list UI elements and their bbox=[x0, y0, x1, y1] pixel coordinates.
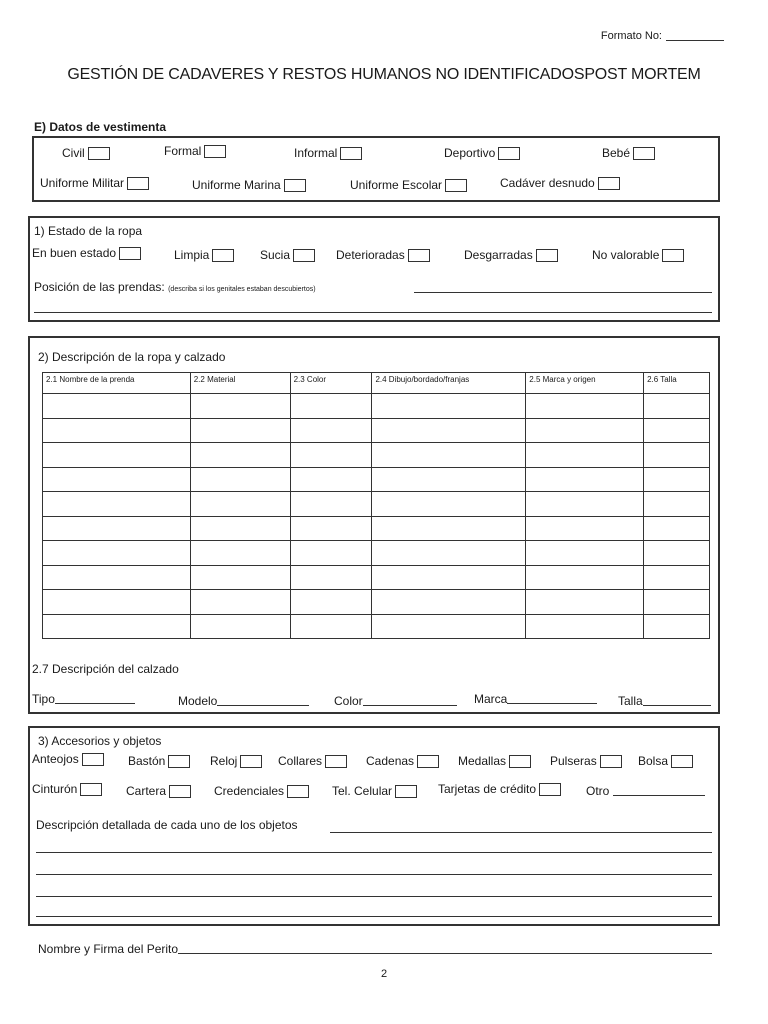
table-cell[interactable] bbox=[43, 467, 191, 492]
table-cell[interactable] bbox=[190, 516, 290, 541]
option-formal bbox=[164, 144, 226, 158]
column-header: 2.6 Talla bbox=[644, 373, 710, 394]
option-tarjetas-credito bbox=[438, 782, 561, 796]
option-label: Tel. Celular bbox=[332, 784, 393, 798]
table-body bbox=[43, 394, 710, 639]
checkbox[interactable] bbox=[598, 177, 620, 190]
table-cell[interactable] bbox=[290, 443, 372, 468]
table-cell[interactable] bbox=[526, 394, 644, 419]
option-collares bbox=[278, 754, 347, 768]
option-no-valorable bbox=[592, 248, 684, 262]
table-cell[interactable] bbox=[43, 418, 191, 443]
option-label: Uniforme Marina bbox=[192, 178, 281, 192]
calzado-label: 2.7 Descripción del calzado bbox=[32, 662, 179, 676]
table-cell[interactable] bbox=[644, 443, 710, 468]
table-cell[interactable] bbox=[190, 418, 290, 443]
checkbox[interactable] bbox=[325, 755, 347, 768]
option-label: Tarjetas de crédito bbox=[438, 782, 537, 796]
option-label: Cadenas bbox=[366, 754, 415, 768]
table-cell[interactable] bbox=[190, 492, 290, 517]
option-buen-estado bbox=[32, 246, 141, 260]
calzado-field-input[interactable] bbox=[217, 705, 309, 706]
calzado-modelo bbox=[178, 694, 309, 708]
checkbox[interactable] bbox=[82, 753, 104, 766]
section-estado-box bbox=[28, 216, 720, 322]
table-cell[interactable] bbox=[644, 590, 710, 615]
option-credenciales bbox=[214, 784, 309, 798]
table-row bbox=[43, 443, 710, 468]
option-deportivo bbox=[444, 146, 520, 160]
table-cell[interactable] bbox=[644, 516, 710, 541]
option-cartera bbox=[126, 784, 191, 798]
page-number: 2 bbox=[380, 968, 388, 980]
column-header: 2.3 Color bbox=[290, 373, 372, 394]
table-cell[interactable] bbox=[372, 418, 526, 443]
table-cell[interactable] bbox=[43, 443, 191, 468]
option-label: Bolsa bbox=[638, 754, 669, 768]
formato-number bbox=[601, 30, 724, 42]
checkbox[interactable] bbox=[417, 755, 439, 768]
section-accesorios-label: 3) Accesorios y objetos bbox=[38, 734, 162, 748]
table-cell[interactable] bbox=[372, 541, 526, 566]
detalle-line-2[interactable] bbox=[36, 852, 712, 853]
checkbox[interactable] bbox=[395, 785, 417, 798]
detalle-line-5[interactable] bbox=[36, 916, 712, 917]
posicion-hint: (describa si los genitales estaban descubiertos) bbox=[168, 286, 316, 293]
option-label: Limpia bbox=[174, 248, 210, 262]
table-cell[interactable] bbox=[372, 590, 526, 615]
option-limpia bbox=[174, 248, 234, 262]
calzado-field-label: Marca bbox=[474, 692, 508, 706]
table-cell[interactable] bbox=[290, 492, 372, 517]
option-label: Civil bbox=[62, 146, 85, 160]
table-cell[interactable] bbox=[290, 541, 372, 566]
table-cell[interactable] bbox=[290, 467, 372, 492]
column-header: 2.1 Nombre de la prenda bbox=[43, 373, 191, 394]
table-row bbox=[43, 418, 710, 443]
checkbox[interactable] bbox=[671, 755, 693, 768]
option-label: Pulseras bbox=[550, 754, 597, 768]
otro-input[interactable] bbox=[613, 795, 705, 796]
firma-input[interactable] bbox=[178, 953, 712, 954]
table-cell[interactable] bbox=[43, 394, 191, 419]
option-label: Uniforme Militar bbox=[40, 176, 125, 190]
table-cell[interactable] bbox=[372, 443, 526, 468]
table-cell[interactable] bbox=[190, 394, 290, 419]
checkbox[interactable] bbox=[168, 755, 190, 768]
table-cell[interactable] bbox=[526, 541, 644, 566]
section-descripcion-label: 2) Descripción de la ropa y calzado bbox=[38, 350, 226, 364]
option-desgarradas bbox=[464, 248, 558, 262]
table-cell[interactable] bbox=[526, 492, 644, 517]
option-label: Cinturón bbox=[32, 782, 78, 796]
section-accesorios-box bbox=[28, 726, 720, 926]
posicion-field-line-1[interactable] bbox=[414, 292, 712, 293]
checkbox[interactable] bbox=[127, 177, 149, 190]
table-row bbox=[43, 614, 710, 639]
otro-field bbox=[586, 784, 705, 798]
table-cell[interactable] bbox=[190, 541, 290, 566]
table-cell[interactable] bbox=[43, 565, 191, 590]
table-row bbox=[43, 467, 710, 492]
option-label: Medallas bbox=[458, 754, 507, 768]
firma-label: Nombre y Firma del Perito bbox=[38, 942, 179, 956]
option-label: Informal bbox=[294, 146, 338, 160]
calzado-field-input[interactable] bbox=[507, 703, 597, 704]
table-cell[interactable] bbox=[372, 614, 526, 639]
checkbox[interactable] bbox=[80, 783, 102, 796]
option-label: Anteojos bbox=[32, 752, 79, 766]
checkbox[interactable] bbox=[88, 147, 110, 160]
section-e-label: E) Datos de vestimenta bbox=[34, 120, 167, 134]
option-label: Cadáver desnudo bbox=[500, 176, 595, 190]
calzado-field-label: Modelo bbox=[178, 694, 218, 708]
detalle-line-1[interactable] bbox=[330, 832, 712, 833]
table-cell[interactable] bbox=[290, 394, 372, 419]
table-cell[interactable] bbox=[644, 467, 710, 492]
table-cell[interactable] bbox=[290, 516, 372, 541]
table-cell[interactable] bbox=[644, 614, 710, 639]
table-cell[interactable] bbox=[372, 565, 526, 590]
checkbox[interactable] bbox=[633, 147, 655, 160]
option-uniforme-militar bbox=[40, 176, 149, 190]
option-label: Bebé bbox=[602, 146, 631, 160]
posicion-label: Posición de las prendas: bbox=[34, 280, 165, 294]
option-label: Formal bbox=[164, 144, 202, 158]
table-cell[interactable] bbox=[526, 565, 644, 590]
table-cell[interactable] bbox=[43, 541, 191, 566]
table-cell[interactable] bbox=[372, 492, 526, 517]
column-header: 2.2 Material bbox=[190, 373, 290, 394]
formato-label: Formato No: bbox=[600, 30, 662, 42]
option-medallas bbox=[458, 754, 531, 768]
option-label: En buen estado bbox=[32, 246, 117, 260]
table-cell[interactable] bbox=[190, 590, 290, 615]
option-label: Deportivo bbox=[444, 146, 496, 160]
table-cell[interactable] bbox=[526, 614, 644, 639]
table-cell[interactable] bbox=[372, 516, 526, 541]
table-cell[interactable] bbox=[190, 443, 290, 468]
option-label: Reloj bbox=[210, 754, 238, 768]
option-label: Collares bbox=[278, 754, 323, 768]
table-cell[interactable] bbox=[190, 614, 290, 639]
option-label: Sucia bbox=[260, 248, 291, 262]
option-reloj bbox=[210, 754, 262, 768]
option-label: No valorable bbox=[592, 248, 660, 262]
table-cell[interactable] bbox=[526, 590, 644, 615]
table-cell[interactable] bbox=[43, 614, 191, 639]
table-row bbox=[43, 492, 710, 517]
calzado-marca bbox=[474, 692, 597, 706]
table-row bbox=[43, 541, 710, 566]
option-civil bbox=[62, 146, 110, 160]
table-cell[interactable] bbox=[372, 394, 526, 419]
checkbox[interactable] bbox=[600, 755, 622, 768]
table-row bbox=[43, 516, 710, 541]
calzado-field-label: Tipo bbox=[32, 692, 55, 706]
detalle-line-3[interactable] bbox=[36, 874, 712, 875]
firma-perito bbox=[38, 942, 712, 956]
table-cell[interactable] bbox=[372, 467, 526, 492]
calzado-field-label: Talla bbox=[618, 694, 643, 708]
option-label: Desgarradas bbox=[464, 248, 533, 262]
table-cell[interactable] bbox=[290, 418, 372, 443]
checkbox[interactable] bbox=[240, 755, 262, 768]
table-cell[interactable] bbox=[290, 614, 372, 639]
option-bolsa bbox=[638, 754, 693, 768]
checkbox[interactable] bbox=[284, 179, 306, 192]
table-row bbox=[43, 565, 710, 590]
checkbox[interactable] bbox=[169, 785, 191, 798]
option-baston bbox=[128, 754, 190, 768]
table-cell[interactable] bbox=[526, 516, 644, 541]
checkbox[interactable] bbox=[536, 249, 558, 262]
posicion-prendas bbox=[34, 280, 316, 294]
table-cell[interactable] bbox=[644, 394, 710, 419]
calzado-field-label: Color bbox=[334, 694, 363, 708]
checkbox[interactable] bbox=[119, 247, 141, 260]
option-sucia bbox=[260, 248, 315, 262]
option-cadenas bbox=[366, 754, 439, 768]
option-uniforme-marina bbox=[192, 178, 306, 192]
option-bebe bbox=[602, 146, 655, 160]
table-cell[interactable] bbox=[644, 541, 710, 566]
checkbox[interactable] bbox=[498, 147, 520, 160]
section-e-box bbox=[32, 136, 720, 202]
option-label: Uniforme Escolar bbox=[350, 178, 443, 192]
calzado-field-input[interactable] bbox=[643, 705, 711, 706]
checkbox[interactable] bbox=[212, 249, 234, 262]
table-cell[interactable] bbox=[190, 467, 290, 492]
checkbox[interactable] bbox=[408, 249, 430, 262]
table-cell[interactable] bbox=[43, 492, 191, 517]
detalle-line-4[interactable] bbox=[36, 896, 712, 897]
otro-label: Otro bbox=[586, 784, 610, 798]
table-cell[interactable] bbox=[526, 467, 644, 492]
column-header: 2.4 Dibujo/bordado/franjas bbox=[372, 373, 526, 394]
checkbox[interactable] bbox=[287, 785, 309, 798]
calzado-field-input[interactable] bbox=[363, 705, 457, 706]
table-cell[interactable] bbox=[644, 565, 710, 590]
option-informal bbox=[294, 146, 362, 160]
option-tel-celular bbox=[332, 784, 417, 798]
table-cell[interactable] bbox=[290, 590, 372, 615]
column-header: 2.5 Marca y origen bbox=[526, 373, 644, 394]
checkbox[interactable] bbox=[539, 783, 561, 796]
option-cinturon bbox=[32, 782, 102, 796]
table-cell[interactable] bbox=[190, 565, 290, 590]
checkbox[interactable] bbox=[340, 147, 362, 160]
clothing-table bbox=[42, 372, 710, 639]
option-anteojos bbox=[32, 752, 104, 766]
table-header-row bbox=[43, 373, 710, 394]
option-pulseras bbox=[550, 754, 622, 768]
option-deterioradas bbox=[336, 248, 430, 262]
checkbox[interactable] bbox=[204, 145, 226, 158]
table-cell[interactable] bbox=[290, 565, 372, 590]
calzado-tipo bbox=[32, 692, 135, 706]
option-uniforme-escolar bbox=[350, 178, 467, 192]
formato-field[interactable] bbox=[666, 40, 724, 41]
option-label: Cartera bbox=[126, 784, 167, 798]
table-cell[interactable] bbox=[43, 516, 191, 541]
table-cell[interactable] bbox=[526, 418, 644, 443]
section-estado-label: 1) Estado de la ropa bbox=[34, 224, 143, 238]
option-label: Credenciales bbox=[214, 784, 285, 798]
page-title: GESTIÓN DE CADAVERES Y RESTOS HUMANOS NO IDENTIFICADOSPOST MORTEM bbox=[67, 66, 701, 83]
option-label: Bastón bbox=[128, 754, 166, 768]
table-row bbox=[43, 394, 710, 419]
calzado-color bbox=[334, 694, 457, 708]
calzado-talla bbox=[618, 694, 711, 708]
table-cell[interactable] bbox=[644, 492, 710, 517]
checkbox[interactable] bbox=[662, 249, 684, 262]
checkbox[interactable] bbox=[293, 249, 315, 262]
table-cell[interactable] bbox=[43, 590, 191, 615]
option-cadaver-desnudo bbox=[500, 176, 620, 190]
table-cell[interactable] bbox=[644, 418, 710, 443]
option-label: Deterioradas bbox=[336, 248, 405, 262]
checkbox[interactable] bbox=[509, 755, 531, 768]
table-cell[interactable] bbox=[526, 443, 644, 468]
detalle-label: Descripción detallada de cada uno de los objetos bbox=[36, 818, 298, 832]
calzado-field-input[interactable] bbox=[55, 703, 135, 704]
posicion-field-line-2[interactable] bbox=[34, 312, 712, 313]
table-row bbox=[43, 590, 710, 615]
checkbox[interactable] bbox=[445, 179, 467, 192]
